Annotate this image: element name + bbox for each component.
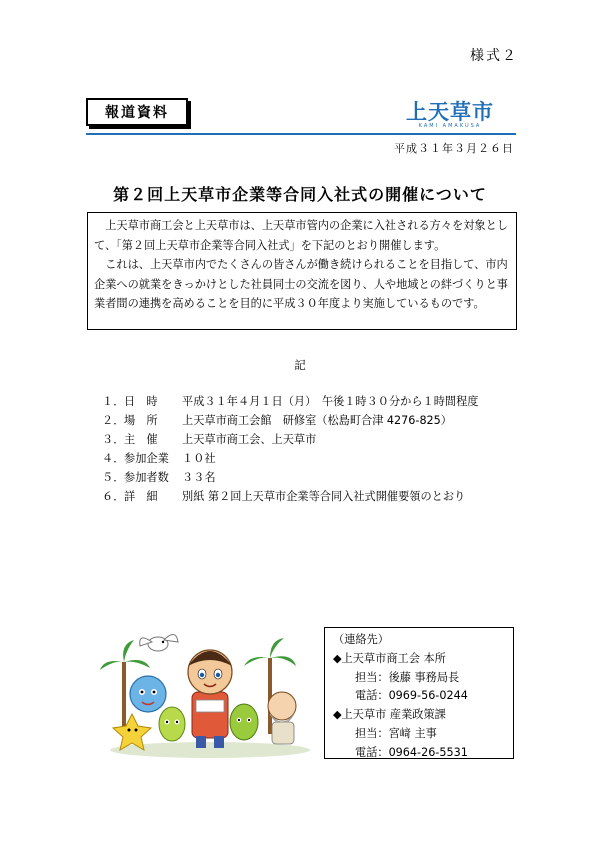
intro-paragraph-1: 上天草市商工会と上天草市は、上天草市管内の企業に入社される方々を対象として、「第２回上天草市企業等合同入社式」を下記のとおり開催します。 <box>94 219 508 252</box>
blue-mascot <box>130 676 166 712</box>
mascot-illustration <box>100 622 316 762</box>
item-label: 日 時 <box>124 395 158 408</box>
logo-subtext: KAMI AMAKUSA <box>418 123 482 128</box>
release-date: 平成３１年３月２６日 <box>394 142 514 155</box>
contact-phone-1: 電話：0969-56-0244 <box>355 689 468 703</box>
item-number: １． <box>102 395 125 408</box>
item-number: ５． <box>102 471 125 484</box>
list-item <box>102 468 478 487</box>
form-number: 様式２ <box>470 48 518 64</box>
main-mascot <box>188 650 232 748</box>
list-item <box>102 487 478 506</box>
page-title: 第２回上天草市企業等合同入社式の開催について <box>113 185 487 204</box>
contact-org-1: ◆上天草市商工会 本所 <box>333 651 446 665</box>
logo-text: 上天草市 <box>406 100 494 124</box>
item-value: 上天草市商工会館 研修室（松島町合津 4276-825） <box>182 414 452 427</box>
item-label: 場 所 <box>124 414 158 427</box>
item-number: ６． <box>102 490 125 503</box>
intro-box <box>87 212 517 330</box>
leaf-mascot <box>159 707 185 741</box>
bird-icon <box>140 634 178 651</box>
press-release-label <box>86 98 188 126</box>
ki-heading: 記 <box>294 358 306 372</box>
item-value: 平成３１年４月１日（月） 午後１時３０分から１時間程度 <box>182 395 479 408</box>
list-item <box>102 430 478 449</box>
list-item <box>102 411 478 430</box>
item-value: 上天草市商工会、上天草市 <box>182 433 317 446</box>
city-logo <box>384 98 516 128</box>
green-mascot <box>230 704 258 740</box>
item-label: 詳 細 <box>124 490 158 503</box>
contact-heading: （連絡先） <box>333 633 389 646</box>
contact-person-2: 担当：宮﨑 主事 <box>355 726 437 740</box>
item-value: 別紙 第２回上天草市企業等合同入社式開催要領のとおり <box>182 490 466 503</box>
item-value: １０社 <box>182 452 216 465</box>
elder-mascot <box>268 692 296 744</box>
contact-box <box>324 627 514 759</box>
item-value: ３３名 <box>182 471 216 484</box>
list-item <box>102 392 478 411</box>
contact-org-2: ◆上天草市 産業政策課 <box>333 708 446 722</box>
item-number: ３． <box>102 433 125 446</box>
item-number: ４． <box>102 452 125 465</box>
header-rule <box>86 133 516 135</box>
press-release-text: 報道資料 <box>105 105 169 121</box>
item-label: 参加者数 <box>124 471 169 484</box>
details-list <box>102 392 478 506</box>
item-number: ２． <box>102 414 125 427</box>
contact-person-1: 担当：後藤 事務局長 <box>355 670 460 684</box>
item-label: 主 催 <box>124 433 158 446</box>
contact-phone-2: 電話：0964-26-5531 <box>355 745 468 759</box>
list-item <box>102 449 478 468</box>
intro-paragraph-2: これは、上天草市内でたくさんの皆さんが働き続けられることを目指して、市内企業への就業をきっかけとした社員同士の交流を図り、人や地域との絆づくりと事業者間の連携を高めることを目的に平成３０年度より実施しているものです。 <box>94 258 508 310</box>
item-label: 参加企業 <box>124 452 169 465</box>
